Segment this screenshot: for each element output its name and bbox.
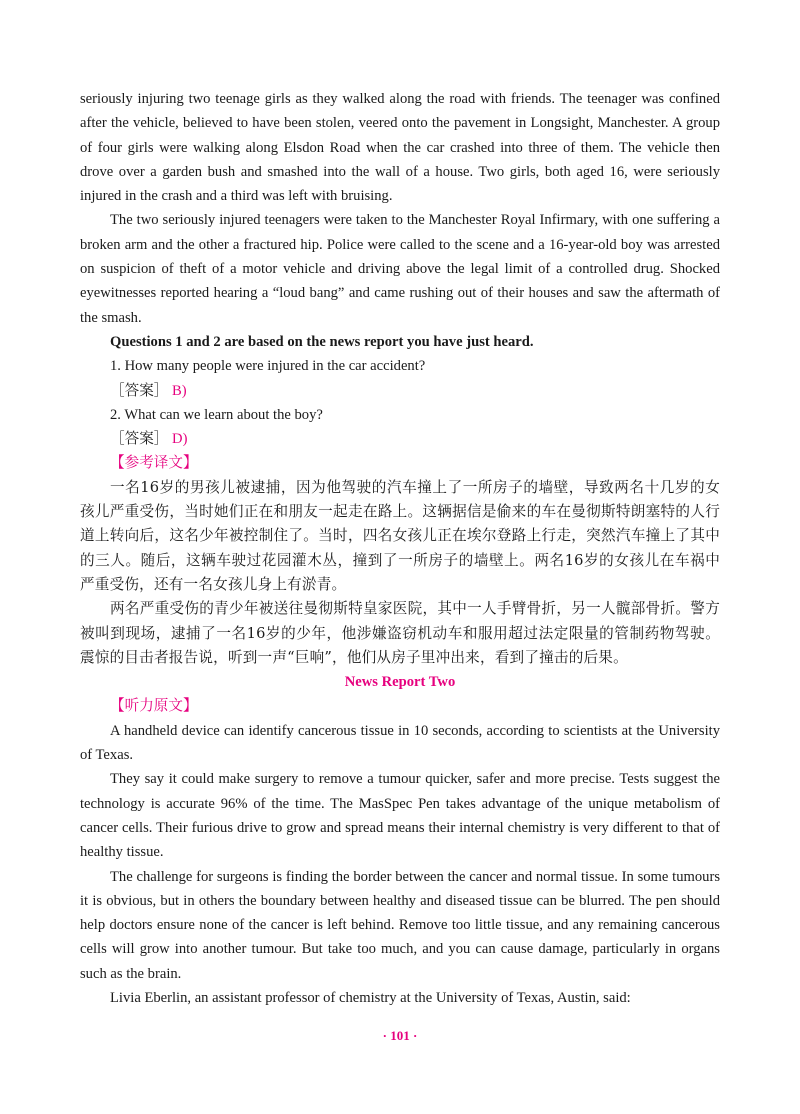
paragraph-cn-1: 一名16岁的男孩儿被逮捕，因为他驾驶的汽车撞上了一所房子的墙壁，导致两名十几岁的女孩儿严重受伤，当时她们正在和朋友一起走在路上。这辆据信是偷来的车在曼彻斯特朗塞特的人行道上转向后，这名少年被控制住了。当时，四名女孩儿正在埃尔登路上行走，突然汽车撞上了其中的三人。随后，这辆车驶过花园灌木丛，撞到了一所房子的墙壁上。两名16岁的女孩儿在车祸中严重受伤，还有一名女孩儿身上有淤青。 xyxy=(80,478,720,593)
translation-label: 【参考译文】 xyxy=(110,455,198,472)
answer-label: ［答案］ xyxy=(110,431,169,448)
question-2: 2. What can we learn about the boy? xyxy=(110,406,323,423)
paragraph-en-1b: The two seriously injured teenagers were taken to the Manchester Royal Infirmary, with one suffering a broken arm and the other a fractured hip. Police were called to the scene and a 16-year-old boy was arrested on suspicion of theft of a motor vehicle and driving above the legal limit of a controlled drug. Shocked eyewitnesses reported hearing a “loud bang” and came rushing out of their houses and saw the aftermath of the smash. xyxy=(80,212,720,326)
paragraph-en-2c: The challenge for surgeons is finding the border between the cancer and normal tissue. In some tumours it is obvious, but in others the boundary between healthy and diseased tissue can be blurred. The pen should help doctors ensure none of the cancer is left behind. Remove too little tissue, and any remaining cancerous cells will grow into another tumour. But take too much, and you can cause damage, particularly in organs such as the brain. xyxy=(80,868,720,982)
paragraph-en-2a: A handheld device can identify cancerous tissue in 10 seconds, according to scientists at the University of Texas. xyxy=(80,722,720,764)
paragraph-en-2d: Livia Eberlin, an assistant professor of chemistry at the University of Texas, Austin, said: xyxy=(110,989,631,1006)
answer-1 xyxy=(80,379,720,403)
answer-label: ［答案］ xyxy=(110,382,169,399)
answer-value: B) xyxy=(172,382,187,399)
question-1: 1. How many people were injured in the car accident? xyxy=(110,358,426,375)
answer-value: D) xyxy=(172,431,188,448)
page-content xyxy=(80,87,720,1010)
paragraph-en-2b: They say it could make surgery to remove a tumour quicker, safer and more precise. Tests suggest the technology is accurate 96% of the time. The MasSpec Pen takes advantage of the unique metabolism of cancer cells. Their furious drive to grow and spread means their internal chemistry is very different to that of healthy tissue. xyxy=(80,771,720,861)
page-number: · 101 · xyxy=(382,1028,418,1043)
paragraph-en-1a: seriously injuring two teenage girls as they walked along the road with friends. The teenager was confined after the vehicle, believed to have been stolen, veered onto the pavement in Longsight, Manchester. A group of four girls were walking along Elsdon Road when the car crashed into three of them. The vehicle then drove over a garden bush and smashed into the wall of a house. Two girls, both aged 16, were seriously injured in the crash and a third was left with bruising. xyxy=(80,91,720,205)
questions-heading: Questions 1 and 2 are based on the news report you have just heard. xyxy=(110,333,534,350)
original-label: 【听力原文】 xyxy=(110,698,198,715)
section-title: News Report Two xyxy=(344,674,456,691)
paragraph-cn-2: 两名严重受伤的青少年被送往曼彻斯特皇家医院，其中一人手臂骨折，另一人髋部骨折。警方被叫到现场，逮捕了一名16岁的少年，他涉嫌盗窃机动车和服用超过法定限量的管制药物驾驶。震惊的目击者报告说，听到一声“巨响”，他们从房子里冲出来，看到了撞击的后果。 xyxy=(80,600,720,666)
answer-2 xyxy=(80,427,720,451)
